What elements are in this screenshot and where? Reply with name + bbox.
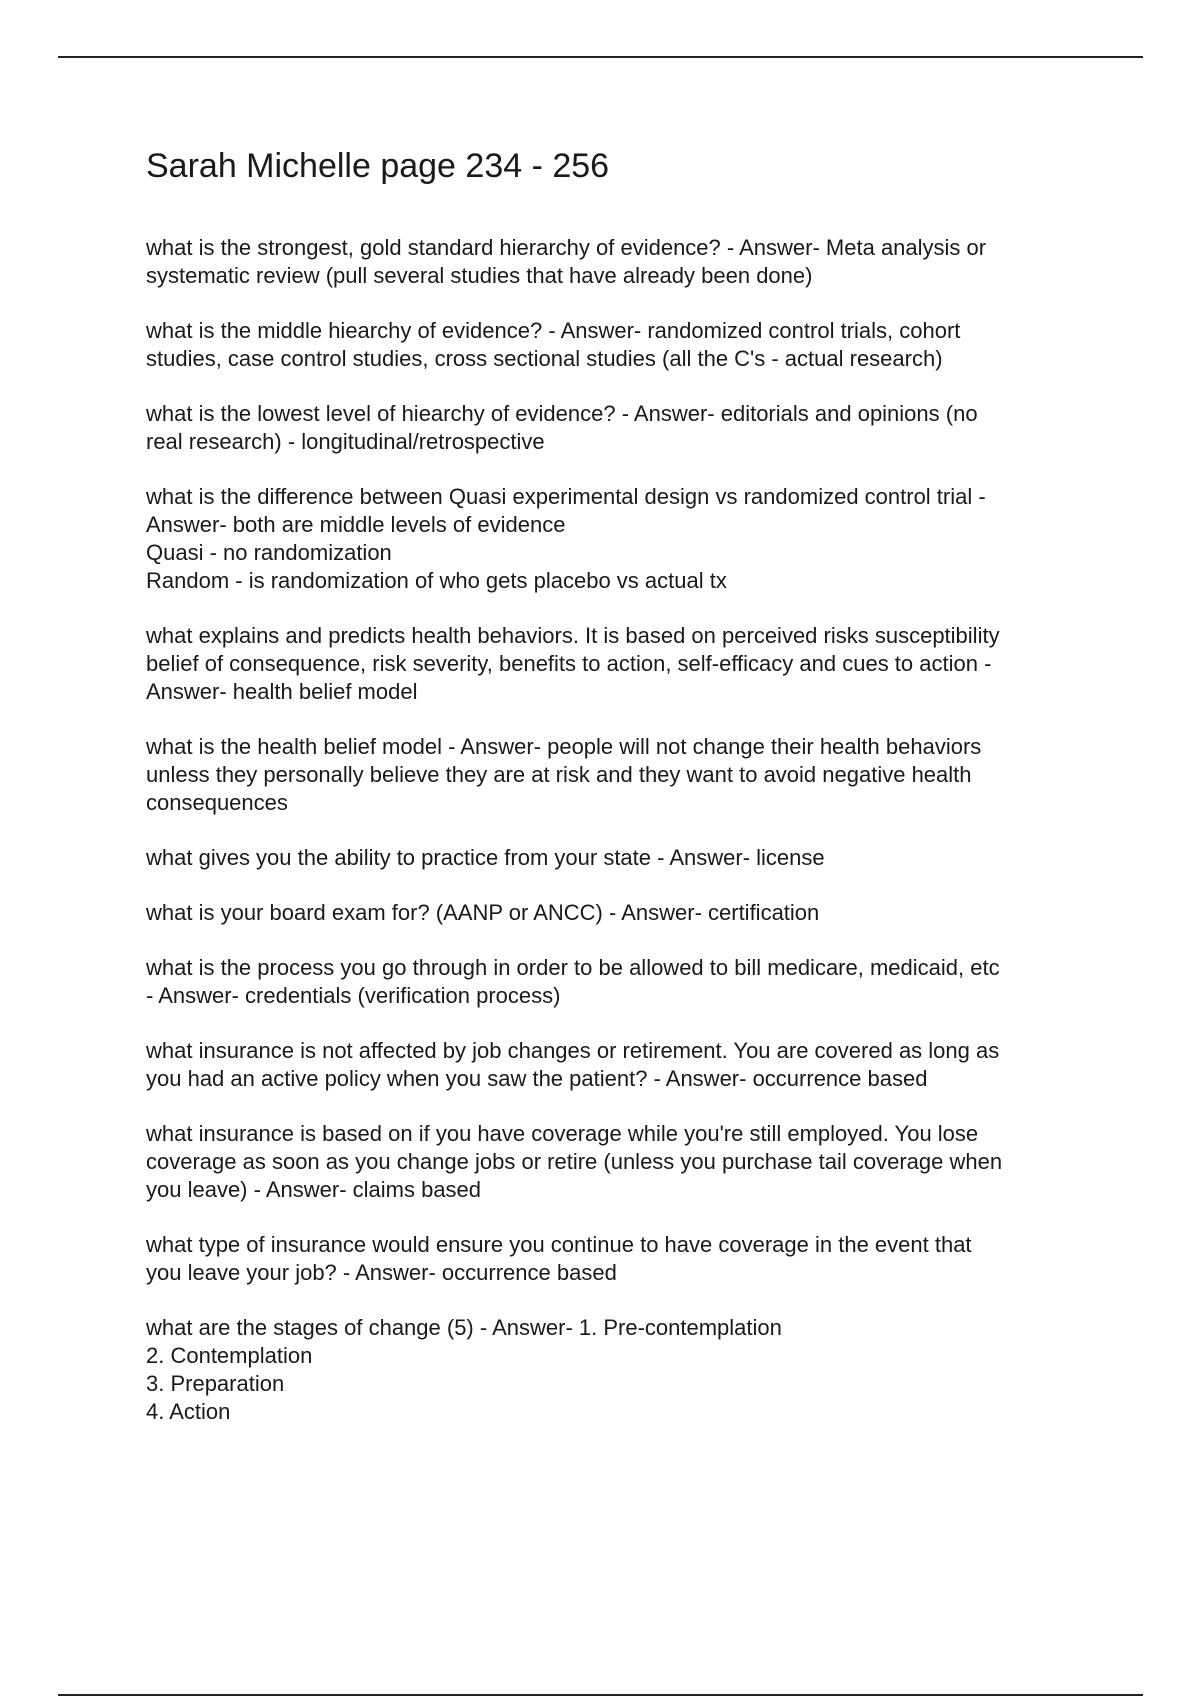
qa-line: what insurance is not affected by job changes or retirement. You are covered as long as <box>146 1038 1000 1063</box>
document-body <box>146 144 1096 1453</box>
qa-line: what insurance is based on if you have coverage while you're still employed. You lose <box>146 1121 979 1146</box>
qa-line: what is your board exam for? (AANP or ANCC) - Answer- certification <box>146 900 820 925</box>
page-title: Sarah Michelle page 234 - 256 <box>146 147 610 185</box>
qa-entry <box>146 234 1096 290</box>
qa-line: what is the middle hiearchy of evidence? - Answer- randomized control trials, cohort <box>146 318 961 343</box>
qa-line: unless they personally believe they are at risk and they want to avoid negative health <box>146 762 972 787</box>
qa-entry <box>146 317 1096 373</box>
qa-line: studies, case control studies, cross sectional studies (all the C's - actual research) <box>146 346 943 371</box>
qa-line: Answer- health belief model <box>146 679 418 704</box>
qa-entry <box>146 1120 1096 1204</box>
qa-line: real research) - longitudinal/retrospective <box>146 429 545 454</box>
qa-line: what is the process you go through in order to be allowed to bill medicare, medicaid, etc <box>146 955 1000 980</box>
qa-line: Random - is randomization of who gets placebo vs actual tx <box>146 568 727 593</box>
qa-line: Answer- both are middle levels of evidence <box>146 512 566 537</box>
qa-line: systematic review (pull several studies that have already been done) <box>146 263 813 288</box>
qa-entry <box>146 400 1096 456</box>
qa-entry <box>146 1231 1096 1287</box>
qa-entry <box>146 483 1096 595</box>
qa-line: what type of insurance would ensure you continue to have coverage in the event that <box>146 1232 972 1257</box>
qa-entry <box>146 622 1096 706</box>
qa-line: 4. Action <box>146 1399 231 1424</box>
qa-line: what is the lowest level of hiearchy of evidence? - Answer- editorials and opinions (no <box>146 401 978 426</box>
qa-line: Quasi - no randomization <box>146 540 392 565</box>
qa-line: you leave) - Answer- claims based <box>146 1177 482 1202</box>
qa-line: 3. Preparation <box>146 1371 285 1396</box>
qa-entry <box>146 899 1096 927</box>
qa-line: belief of consequence, risk severity, benefits to action, self-efficacy and cues to action - <box>146 651 992 676</box>
qa-line: what explains and predicts health behaviors. It is based on perceived risks susceptibility <box>146 623 1000 648</box>
qa-line: what is the difference between Quasi experimental design vs randomized control trial - <box>146 484 986 509</box>
qa-entry <box>146 954 1096 1010</box>
qa-entry <box>146 733 1096 817</box>
bottom-rule <box>58 1694 1143 1696</box>
qa-line: you had an active policy when you saw the patient? - Answer- occurrence based <box>146 1066 928 1091</box>
qa-line: what gives you the ability to practice from your state - Answer- license <box>146 845 825 870</box>
qa-line: coverage as soon as you change jobs or retire (unless you purchase tail coverage when <box>146 1149 1003 1174</box>
qa-entry <box>146 1037 1096 1093</box>
qa-line: you leave your job? - Answer- occurrence based <box>146 1260 617 1285</box>
qa-line: consequences <box>146 790 288 815</box>
qa-entry <box>146 1314 1096 1426</box>
qa-line: what is the strongest, gold standard hierarchy of evidence? - Answer- Meta analysis or <box>146 235 987 260</box>
qa-line: what is the health belief model - Answer- people will not change their health behaviors <box>146 734 982 759</box>
qa-line: what are the stages of change (5) - Answer- 1. Pre-contemplation <box>146 1315 782 1340</box>
qa-entry <box>146 844 1096 872</box>
qa-list <box>146 234 1096 1426</box>
qa-line: - Answer- credentials (verification process) <box>146 983 561 1008</box>
top-rule <box>58 56 1143 58</box>
qa-line: 2. Contemplation <box>146 1343 313 1368</box>
